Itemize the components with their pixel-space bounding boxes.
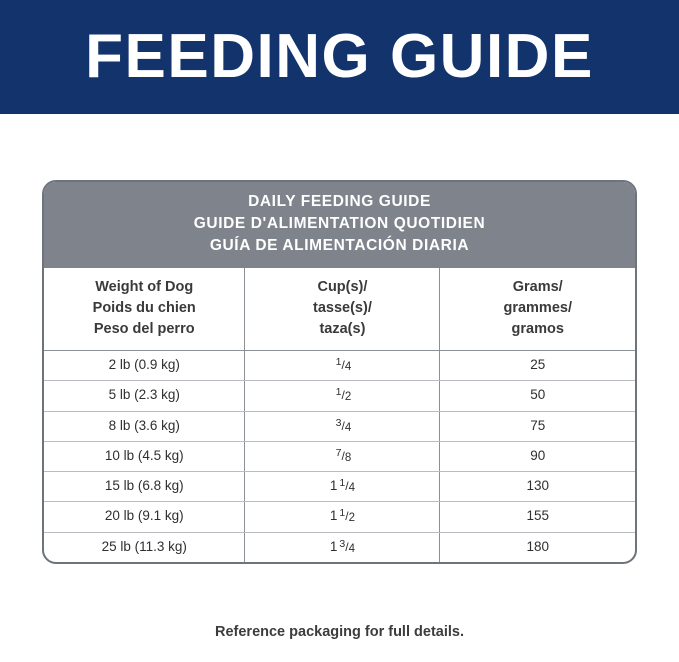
fraction-bar: / [345, 509, 349, 524]
column-header-weight [44, 268, 245, 351]
cell-cups [245, 411, 440, 441]
table-head [44, 268, 635, 351]
table-header-line-fr: GUIDE D'ALIMENTATION QUOTIDIEN [193, 215, 486, 232]
table-body [44, 351, 635, 562]
cups-amount [334, 357, 352, 372]
cell-cups [245, 532, 440, 562]
column-header-grams-es: gramos [511, 321, 564, 338]
fraction-bar: / [341, 358, 345, 373]
cell-weight: 8 lb (3.6 kg) [44, 411, 245, 441]
cups-amount [334, 418, 352, 433]
cell-weight: 10 lb (4.5 kg) [44, 441, 245, 471]
cell-weight: 15 lb (6.8 kg) [44, 472, 245, 502]
table-header-line-en: DAILY FEEDING GUIDE [248, 193, 431, 210]
cups-numerator: 3 [339, 537, 346, 550]
cups-numerator: 3 [335, 416, 342, 429]
cell-grams: 25 [440, 351, 635, 381]
cups-whole: 1 [329, 478, 338, 494]
feeding-table [44, 268, 635, 562]
cups-amount [334, 448, 352, 463]
cell-grams: 130 [440, 472, 635, 502]
cups-denominator: 8 [344, 451, 352, 464]
column-header-cups-es: taza(s) [319, 321, 366, 338]
table-header-row [44, 268, 635, 351]
cell-grams: 180 [526, 538, 549, 554]
cups-fraction [336, 387, 352, 404]
cups-denominator: 4 [348, 542, 355, 555]
cell-weight: 2 lb (0.9 kg) [44, 351, 245, 381]
cups-amount [330, 539, 355, 554]
column-header-weight-es: Peso del perro [93, 321, 195, 338]
column-header-weight-fr: Poids du chien [92, 300, 196, 317]
cell-grams: 75 [440, 411, 635, 441]
cups-amount [330, 478, 355, 493]
cell-grams: 155 [440, 502, 635, 532]
column-header-weight-en: Weight of Dog [95, 279, 194, 295]
feeding-table-card [42, 180, 637, 564]
cups-fraction [336, 448, 352, 465]
cups-fraction [339, 539, 355, 556]
cell-cups [245, 441, 440, 471]
column-header-grams-fr: grammes/ [503, 300, 572, 317]
footer-note: Reference packaging for full details. [215, 624, 464, 640]
table-header-line-es: GUÍA DE ALIMENTACIÓN DIARIA [209, 237, 470, 254]
cell-grams: 50 [440, 381, 635, 411]
cups-numerator: 1 [335, 386, 342, 399]
cell-grams: 90 [440, 441, 635, 471]
cups-numerator: 7 [335, 446, 342, 459]
column-header-grams [440, 268, 635, 351]
cell-cups [245, 472, 440, 502]
cups-fraction [336, 418, 352, 435]
cups-amount [334, 387, 352, 402]
cups-numerator: 1 [339, 507, 346, 520]
cups-denominator: 2 [348, 512, 355, 525]
cell-cups [245, 502, 440, 532]
fraction-bar: / [341, 448, 345, 463]
cups-numerator: 1 [339, 477, 346, 490]
table-row [44, 351, 635, 381]
table-row [44, 502, 635, 532]
table-row [44, 441, 635, 471]
cell-weight: 20 lb (9.1 kg) [44, 502, 245, 532]
column-header-cups-en: Cup(s)/ [317, 279, 368, 295]
column-header-cups-fr: tasse(s)/ [313, 300, 372, 317]
cups-fraction [339, 478, 355, 495]
cups-fraction [339, 508, 355, 525]
table-row [44, 381, 635, 411]
header-banner [0, 0, 679, 114]
cups-denominator: 4 [344, 421, 352, 434]
column-header-cups [245, 268, 440, 351]
cups-denominator: 2 [344, 391, 352, 404]
fraction-bar: / [345, 539, 349, 554]
table-row [44, 532, 635, 562]
cups-numerator: 1 [335, 356, 342, 369]
cups-fraction [336, 357, 352, 374]
cups-denominator: 4 [344, 361, 352, 374]
fraction-bar: / [341, 418, 345, 433]
cups-amount [330, 508, 355, 523]
table-card-header [44, 182, 635, 268]
cell-weight: 25 lb (11.3 kg) [44, 532, 245, 562]
column-header-grams-en: Grams/ [512, 279, 563, 295]
cell-weight: 5 lb (2.3 kg) [44, 381, 245, 411]
table-row [44, 472, 635, 502]
fraction-bar: / [341, 388, 345, 403]
fraction-bar: / [345, 479, 349, 494]
cups-denominator: 4 [348, 482, 355, 495]
table-row [44, 411, 635, 441]
cell-cups [245, 351, 440, 381]
cups-whole: 1 [329, 508, 338, 524]
cups-whole: 1 [329, 538, 338, 554]
cell-cups [245, 381, 440, 411]
page-title: FEEDING GUIDE [85, 22, 594, 91]
